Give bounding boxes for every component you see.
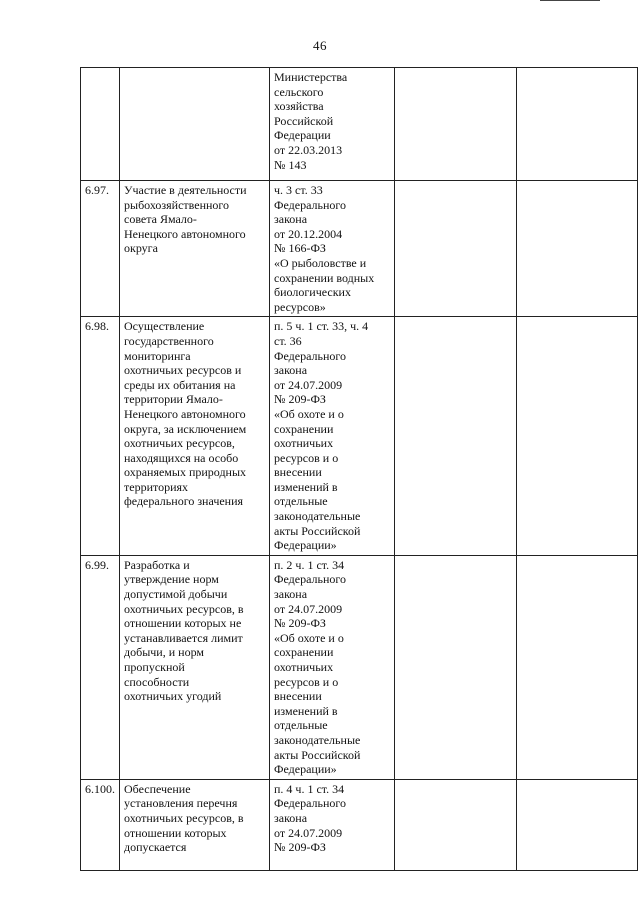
empty-cell [517,779,638,870]
row-number-cell: 6.99. [81,555,120,779]
page-number: 46 [313,38,327,53]
row-number-cell [81,68,120,181]
table-row [81,68,638,181]
empty-cell [517,555,638,779]
empty-cell [395,555,517,779]
powers-table [80,67,638,871]
row-number-cell: 6.98. [81,317,120,556]
power-name-cell: Разработка и утверждение норм допустимой добычи охотничьих ресурсов, в отношении которых не устанавливается лимит добычи, и норм пропускной способности охотничьих угодий [120,555,270,779]
power-name-cell: Обеспечение установления перечня охотничьих ресурсов, в отношении которых допускается [120,779,270,870]
legal-basis-cell: Министерства сельского хозяйства Российской Федерации от 22.03.2013 № 143 [270,68,395,181]
table-row [81,181,638,317]
empty-cell [395,181,517,317]
empty-cell [517,68,638,181]
empty-cell [517,181,638,317]
legal-basis-cell: п. 4 ч. 1 ст. 34 Федерального закона от 24.07.2009 № 209-ФЗ [270,779,395,870]
row-number-cell: 6.100. [81,779,120,870]
row-number-cell: 6.97. [81,181,120,317]
empty-cell [395,68,517,181]
legal-basis-cell: ч. 3 ст. 33 Федерального закона от 20.12.2004 № 166-ФЗ «О рыболовстве и сохранении водных биологических ресурсов» [270,181,395,317]
empty-cell [517,317,638,556]
power-name-cell: Участие в деятельности рыбохозяйственного совета Ямало- Ненецкого автономного округа [120,181,270,317]
table-row [81,555,638,779]
legal-basis-cell: п. 2 ч. 1 ст. 34 Федерального закона от 24.07.2009 № 209-ФЗ «Об охоте и о сохранении охотничьих ресурсов и о внесении изменений в отдельные законодательные акты Российской Федерации» [270,555,395,779]
scan-corner-mark [540,0,600,3]
legal-basis-cell: п. 5 ч. 1 ст. 33, ч. 4 ст. 36 Федерального закона от 24.07.2009 № 209-ФЗ «Об охоте и о сохранении охотничьих ресурсов и о внесении изменений в отдельные законодательные акты Российской Федерации» [270,317,395,556]
empty-cell [395,779,517,870]
power-name-cell: Осуществление государственного мониторинга охотничьих ресурсов и среды их обитания на территории Ямало- Ненецкого автономного округа, за исключением охотничьих ресурсов, находящихся на особо охраняемых природных территориях федерального значения [120,317,270,556]
power-name-cell [120,68,270,181]
table-row [81,779,638,870]
empty-cell [395,317,517,556]
table-row [81,317,638,556]
